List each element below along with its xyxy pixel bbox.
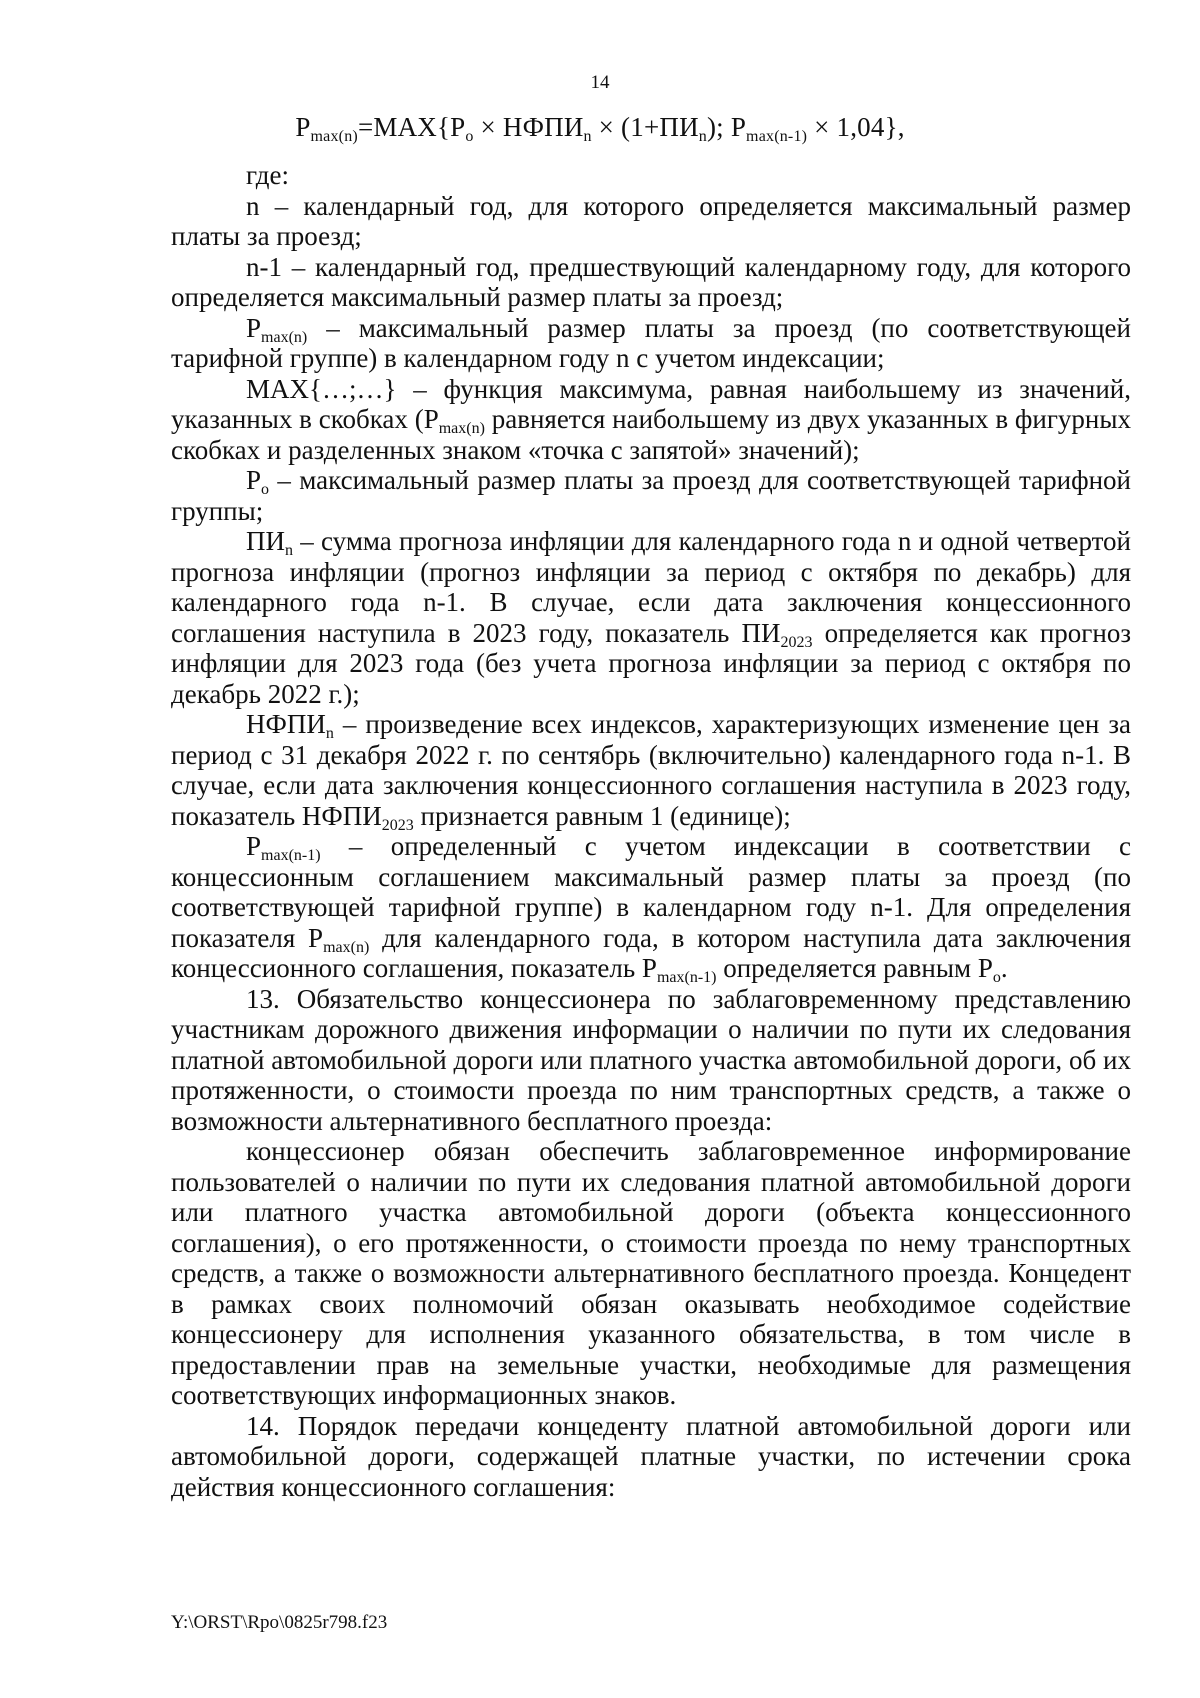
file-path-footer: Y:\ORST\Rpo\0825r798.f23	[171, 1612, 388, 1633]
definition-po: $P_o$ – максимальный размер платы за проезд для соответствующей тарифной группы;	[171, 465, 1131, 526]
section-13-text: концессионер обязан обеспечить заблаговременное информирование пользователей о наличии по пути их следования платной автомобильной дороги или платного участка автомобильной дороги (объекта концессионного соглашения), о его протяженности, о стоимости проезда по нему транспортных средств, а также о возможности альтернативного бесплатного проезда. Концедент в рамках своих полномочий обязан оказывать необходимое содействие концессионеру для исполнения указанного обязательства, в том числе в предоставлении прав на земельные участки, необходимые для размещения соответствующих информационных знаков.	[171, 1136, 1131, 1410]
definition-pmax-n-1: $P_{max(n-1)}$ – определенный с учетом индексации в соответствии с концессионным соглашением максимальный размер платы за проезд (по соответствующей тарифной группе) в календарном году n-1. Для определения показателя $P_{max(n)}$ для календарного года, в котором наступила дата заключения концессионного соглашения, показатель $P_{max(n-1)}$ определяется равным $P_o$.	[171, 831, 1131, 986]
definition-n-1: n-1 – календарный год, предшествующий календарному году, для которого определяется максимальный размер платы за проезд;	[171, 251, 1131, 312]
document-body	[171, 160, 1131, 1502]
section-13-heading: 13. Обязательство концессионера по заблаговременному представлению участникам дорожного движения информации о наличии по пути их следования платной автомобильной дороги или платного участка автомобильной дороги, об их протяженности, о стоимости проезда по ним транспортных средств, а также о возможности альтернативного бесплатного проезда:	[171, 983, 1131, 1136]
formula: $P_{max(n)}=MAX\{P_o$ × $НФПИ_n \times (1+ПИ_n)$; $P_{max(n-1)} \times 1,04$},	[295, 112, 905, 145]
definition-nfpi: $НФПИ_n$ – произведение всех индексов, характеризующих изменение цен за период с 31 декабря 2022 г. по сентябрь (включительно) календарного года n-1. В случае, если дата заключения концессионного соглашения наступила в 2023 году, показатель $НФПИ_{2023}$ признается равным 1 (единице);	[171, 709, 1131, 834]
definition-pmax-n: $P_{max(n)}$ – максимальный размер платы за проезд (по соответствующей тарифной группе) в календарном году n с учетом индексации;	[171, 312, 1131, 373]
definition-pi: $ПИ_n$ – сумма прогноза инфляции для календарного года n и одной четвертой прогноза инфляции (прогноз инфляции за период с октября по декабрь) для календарного года n-1. В случае, если дата заключения концессионного соглашения наступила в 2023 году, показатель $ПИ_{2023}$ определяется как прогноз инфляции для 2023 года (без учета прогноза инфляции за период с октября по декабрь 2022 г.);	[171, 526, 1131, 709]
page-number: 14	[590, 72, 610, 93]
definition-n: n – календарный год, для которого определяется максимальный размер платы за проезд;	[171, 190, 1131, 251]
definition-max-function: MAX{…;…} – функция максимума, равная наибольшему из значений, указанных в скобках ($P_{max(n)}$ равняется наибольшему из двух указанных в фигурных скобках и разделенных знаком «точка с запятой» значений);	[171, 373, 1131, 465]
section-14-heading: 14. Порядок передачи концеденту платной автомобильной дороги или автомобильной дороги, содержащей платные участки, по истечении срока действия концессионного соглашения:	[171, 1410, 1131, 1502]
where-label: где:	[246, 160, 289, 190]
